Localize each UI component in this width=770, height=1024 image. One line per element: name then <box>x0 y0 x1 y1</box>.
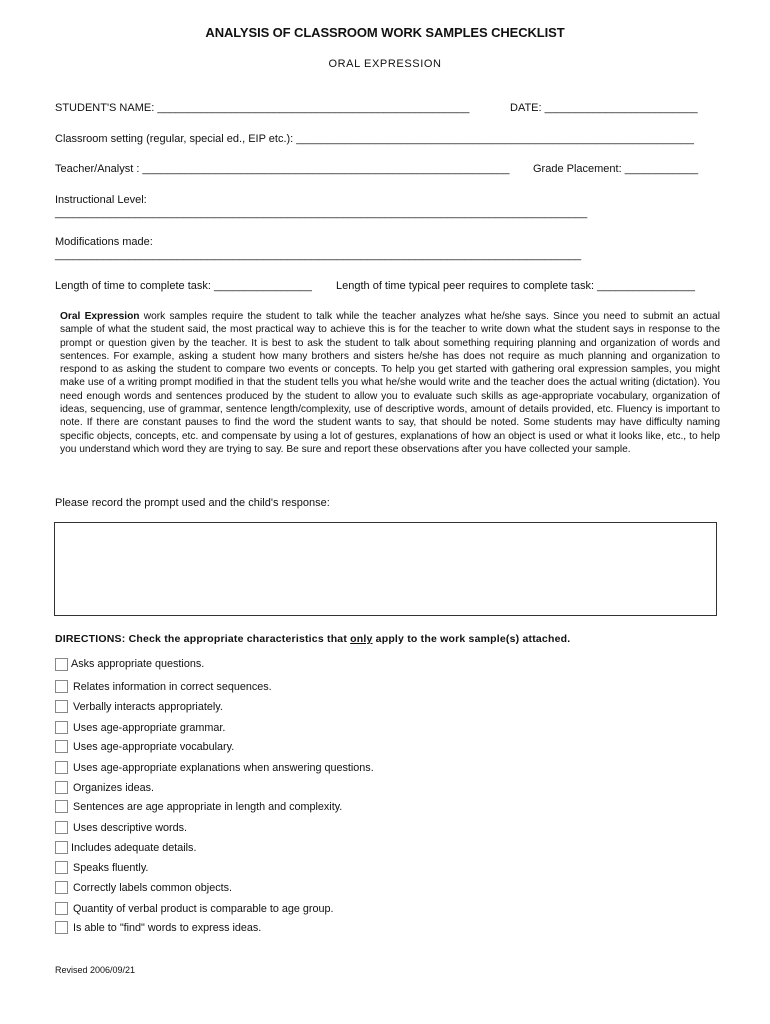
modifications-label: Modifications made: <box>55 236 153 248</box>
checkbox-12[interactable] <box>55 881 68 894</box>
checkbox-3[interactable] <box>55 700 68 713</box>
checklist-item-9: Uses descriptive words. <box>73 822 188 834</box>
checklist-item-8: Sentences are age appropriate in length and complexity. <box>73 801 343 813</box>
teacher-analyst-field[interactable]: Teacher/Analyst : ____________________________________________________________ <box>55 163 510 175</box>
checkbox-10[interactable] <box>55 841 68 854</box>
record-prompt-label: Please record the prompt used and the child's response: <box>55 497 330 509</box>
revision-date: Revised 2006/09/21 <box>55 965 136 975</box>
checkbox-2[interactable] <box>55 680 68 693</box>
instructional-level-label: Instructional Level: <box>55 194 147 206</box>
checklist-item-7: Organizes ideas. <box>73 782 155 794</box>
directions-prefix: DIRECTIONS: Check the appropriate characteristics that <box>55 633 351 645</box>
checkbox-7[interactable] <box>55 781 68 794</box>
checklist-item-12: Correctly labels common objects. <box>73 882 233 894</box>
checklist-item-3: Verbally interacts appropriately. <box>73 701 223 713</box>
response-box[interactable] <box>54 522 717 616</box>
page-subtitle: ORAL EXPRESSION <box>328 58 442 70</box>
time-task-field[interactable]: Length of time to complete task: ________________ <box>55 280 312 292</box>
time-peer-field[interactable]: Length of time typical peer requires to complete task: ________________ <box>336 280 695 292</box>
paragraph-lead: Oral Expression <box>60 311 140 322</box>
checklist-item-11: Speaks fluently. <box>73 862 149 874</box>
checkbox-6[interactable] <box>55 761 68 774</box>
checkbox-9[interactable] <box>55 821 68 834</box>
checkbox-11[interactable] <box>55 861 68 874</box>
checklist-item-6: Uses age-appropriate explanations when answering questions. <box>73 762 374 774</box>
checklist-item-1: Asks appropriate questions. <box>71 658 205 670</box>
instructional-level-line[interactable]: _______________________________________________________________________________________ <box>55 207 588 219</box>
classroom-setting-field[interactable]: Classroom setting (regular, special ed., EIP etc.): _________________________________________________________________ <box>55 133 694 145</box>
checklist-item-5: Uses age-appropriate vocabulary. <box>73 741 235 753</box>
checkbox-14[interactable] <box>55 921 68 934</box>
checkbox-1[interactable] <box>55 658 68 671</box>
student-name-field[interactable]: STUDENT'S NAME: ___________________________________________________ <box>55 102 470 114</box>
checklist-item-2: Relates information in correct sequences. <box>73 681 272 693</box>
directions-emphasis: only <box>350 633 373 645</box>
checkbox-8[interactable] <box>55 800 68 813</box>
checklist-item-13: Quantity of verbal product is comparable to age group. <box>73 903 334 915</box>
date-field[interactable]: DATE: _________________________ <box>510 102 698 114</box>
modifications-line[interactable]: ______________________________________________________________________________________ <box>55 249 582 261</box>
checkbox-4[interactable] <box>55 721 68 734</box>
grade-placement-field[interactable]: Grade Placement: ____________ <box>533 163 699 175</box>
paragraph-body: work samples require the student to talk while the teacher analyzes what he/she says. Since you need to submit an actual sample of what the student said, the most practical way to achieve this is for the teacher to write down what the student says in response to the prompt or question given by the teacher. It is best to ask the student to talk about something requiring planning and organization of words and sentences. For example, asking a student how many brothers and sisters he/she has does not require as much planning and organization to respond to as asking the student to compare two events or concepts. To help you get started with gathering oral expression samples, you might make use of a writing prompt modified in that the student tells you what he/she would write and the teacher does the actual writing (dictation). You need enough words and sentences produced by the student to allow you to evaluate such skills as age-appropriate vocabulary, organization of ideas, sequencing, use of grammar, sentence length/complexity, use of descriptive words, amount of details provided, etc. Fluency is important to note. If there are constant pauses to find the word the student wants to say, that should be noted. Some students may have difficulty naming specific objects, concepts, etc. and compensate by using a lot of gestures, explanations of how an object is used or what it looks like, etc., to help you understand which word they are trying to say. Be sure and report these observations after you have collected your sample. <box>60 311 720 455</box>
checkbox-5[interactable] <box>55 740 68 753</box>
directions-suffix: apply to the work sample(s) attached. <box>372 633 571 645</box>
checklist-item-14: Is able to "find" words to express ideas. <box>73 922 262 934</box>
checkbox-13[interactable] <box>55 902 68 915</box>
checklist-item-10: Includes adequate details. <box>71 842 197 854</box>
checklist-item-4: Uses age-appropriate grammar. <box>73 722 226 734</box>
page-title: ANALYSIS OF CLASSROOM WORK SAMPLES CHECKLIST <box>205 25 565 40</box>
directions <box>55 633 570 645</box>
instructions-paragraph <box>60 310 720 456</box>
